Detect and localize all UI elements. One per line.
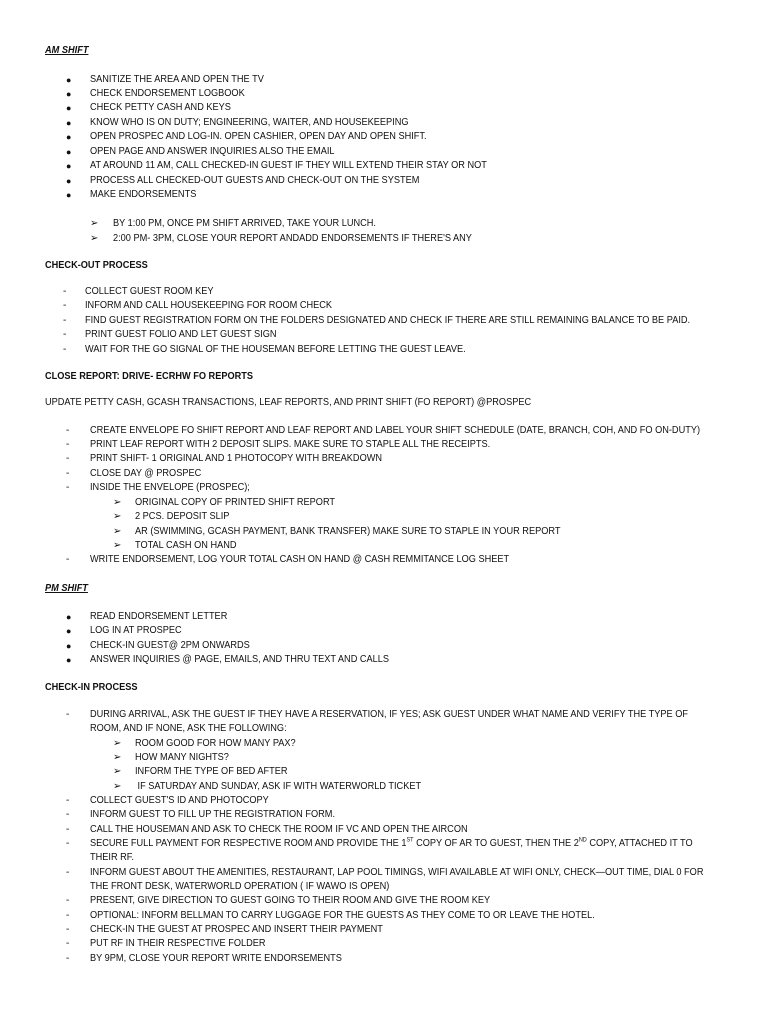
arrow-bullet-icon: ➢ (113, 526, 122, 537)
dash-bullet: - (63, 329, 67, 340)
bullet-icon: ● (66, 190, 72, 200)
checkout-item: PRINT GUEST FOLIO AND LET GUEST SIGN (85, 329, 277, 340)
dash-bullet: - (66, 809, 70, 820)
checkin-item: CALL THE HOUSEMAN AND ASK TO CHECK THE ROOM IF VC AND OPEN THE AIRCON (90, 824, 468, 835)
checkin-payment-item (90, 838, 693, 850)
dash-bullet: - (66, 924, 70, 935)
am-item: PROCESS ALL CHECKED-OUT GUESTS AND CHECK-OUT ON THE SYSTEM (90, 175, 420, 186)
close-report-item: INSIDE THE ENVELOPE (PROSPEC); (90, 482, 250, 493)
bullet-icon: ● (66, 176, 72, 186)
envelope-item: 2 PCS. DEPOSIT SLIP (135, 511, 230, 522)
arrow-bullet-icon: ➢ (113, 752, 122, 763)
close-report-item: WRITE ENDORSEMENT, LOG YOUR TOTAL CASH ON HAND @ CASH REMMITANCE LOG SHEET (90, 554, 510, 565)
dash-bullet: - (66, 838, 70, 849)
checkin-item: BY 9PM, CLOSE YOUR REPORT WRITE ENDORSEMENTS (90, 953, 342, 964)
checkin-item-continuation: THEIR RF. (90, 852, 134, 863)
checkin-heading: CHECK-IN PROCESS (45, 682, 138, 693)
checkin-question: ROOM GOOD FOR HOW MANY PAX? (135, 738, 296, 749)
checkin-question: INFORM THE TYPE OF BED AFTER (135, 766, 288, 777)
arrow-bullet-icon: ➢ (113, 738, 122, 749)
am-item: AT AROUND 11 AM, CALL CHECKED-IN GUEST IF THEY WILL EXTEND THEIR STAY OR NOT (90, 160, 487, 171)
am-item: CHECK PETTY CASH AND KEYS (90, 102, 231, 113)
pm-item: READ ENDORSEMENT LETTER (90, 611, 228, 622)
bullet-icon: ● (66, 118, 72, 128)
bullet-icon: ● (66, 132, 72, 142)
dash-bullet: - (63, 344, 67, 355)
bullet-icon: ● (66, 612, 72, 622)
dash-bullet: - (66, 439, 70, 450)
arrow-bullet-icon: ➢ (113, 497, 122, 508)
dash-bullet: - (66, 824, 70, 835)
pm-item: CHECK-IN GUEST@ 2PM ONWARDS (90, 640, 250, 651)
close-report-item: PRINT SHIFT- 1 ORIGINAL AND 1 PHOTOCOPY WITH BREAKDOWN (90, 453, 383, 464)
bullet-icon: ● (66, 147, 72, 157)
payment-text-a: SECURE FULL PAYMENT FOR RESPECTIVE ROOM AND PROVIDE THE 1 (90, 838, 407, 849)
dash-bullet: - (66, 453, 70, 464)
checkin-question: IF SATURDAY AND SUNDAY, ASK IF WITH WATERWORLD TICKET (135, 781, 422, 792)
am-item: OPEN PAGE AND ANSWER INQUIRIES ALSO THE EMAIL (90, 146, 335, 157)
dash-bullet: - (63, 286, 67, 297)
am-item: OPEN PROSPEC AND LOG-IN. OPEN CASHIER, OPEN DAY AND OPEN SHIFT. (90, 131, 427, 142)
envelope-item: ORIGINAL COPY OF PRINTED SHIFT REPORT (135, 497, 336, 508)
checkin-item: INFORM GUEST TO FILL UP THE REGISTRATION FORM. (90, 809, 336, 820)
dash-bullet: - (66, 795, 70, 806)
checkin-item: PRESENT, GIVE DIRECTION TO GUEST GOING TO THEIR ROOM AND GIVE THE ROOM KEY (90, 895, 491, 906)
arrow-bullet-icon: ➢ (90, 233, 99, 244)
dash-bullet: - (66, 468, 70, 479)
am-item: SANITIZE THE AREA AND OPEN THE TV (90, 74, 264, 85)
close-report-item: PRINT LEAF REPORT WITH 2 DEPOSIT SLIPS. MAKE SURE TO STAPLE ALL THE RECEIPTS. (90, 439, 491, 450)
am-item: MAKE ENDORSEMENTS (90, 189, 197, 200)
payment-sup-2nd: ND (578, 837, 587, 844)
checkin-item: PUT RF IN THEIR RESPECTIVE FOLDER (90, 938, 266, 949)
checkin-item: OPTIONAL: INFORM BELLMAN TO CARRY LUGGAGE FOR THE GUESTS AS THEY COME TO OR LEAVE THE HOTEL. (90, 910, 595, 921)
bullet-icon: ● (66, 103, 72, 113)
dash-bullet: - (66, 938, 70, 949)
bullet-icon: ● (66, 655, 72, 665)
checkout-item: FIND GUEST REGISTRATION FORM ON THE FOLDERS DESIGNATED AND CHECK IF THERE ARE STILL REMAINING BALANCE TO BE PAID. (85, 315, 691, 326)
pm-item: LOG IN AT PROSPEC (90, 625, 182, 636)
checkin-item-continuation: ROOM, AND IF NONE, ASK THE FOLLOWING: (90, 723, 287, 734)
dash-bullet: - (66, 910, 70, 921)
am-subitem: 2:00 PM- 3PM, CLOSE YOUR REPORT ANDADD ENDORSEMENTS IF THERE'S ANY (113, 233, 472, 244)
checkout-item: COLLECT GUEST ROOM KEY (85, 286, 214, 297)
checkin-question: HOW MANY NIGHTS? (135, 752, 229, 763)
dash-bullet: - (63, 315, 67, 326)
close-report-intro: UPDATE PETTY CASH, GCASH TRANSACTIONS, LEAF REPORTS, AND PRINT SHIFT (FO REPORT) @PROSPEC (45, 397, 532, 408)
bullet-icon: ● (66, 75, 72, 85)
checkin-item-continuation: THE FRONT DESK, WATERWORLD OPERATION ( IF WAWO IS OPEN) (90, 881, 390, 892)
dash-bullet: - (66, 425, 70, 436)
am-subitem: BY 1:00 PM, ONCE PM SHIFT ARRIVED, TAKE YOUR LUNCH. (113, 218, 376, 229)
payment-text-c: COPY, ATTACHED IT TO (586, 838, 693, 849)
am-item: CHECK ENDORSEMENT LOGBOOK (90, 88, 245, 99)
payment-text-b: COPY OF AR TO GUEST, THEN THE 2 (413, 838, 579, 849)
arrow-bullet-icon: ➢ (113, 511, 122, 522)
bullet-icon: ● (66, 89, 72, 99)
checkout-heading: CHECK-OUT PROCESS (45, 260, 148, 271)
close-report-item: CLOSE DAY @ PROSPEC (90, 468, 202, 479)
dash-bullet: - (66, 895, 70, 906)
dash-bullet: - (66, 554, 70, 565)
checkout-item: INFORM AND CALL HOUSEKEEPING FOR ROOM CHECK (85, 300, 333, 311)
pm-shift-heading: PM SHIFT (45, 583, 88, 594)
checkin-item: COLLECT GUEST'S ID AND PHOTOCOPY (90, 795, 269, 806)
checkin-item: INFORM GUEST ABOUT THE AMENITIES, RESTAURANT, LAP POOL TIMINGS, WIFI AVAILABLE AT WIFI ONLY, CHECK—OUT TIME, DIAL 0 FOR (90, 867, 704, 878)
checkout-item: WAIT FOR THE GO SIGNAL OF THE HOUSEMAN BEFORE LETTING THE GUEST LEAVE. (85, 344, 466, 355)
envelope-item: TOTAL CASH ON HAND (135, 540, 237, 551)
bullet-icon: ● (66, 641, 72, 651)
bullet-icon: ● (66, 161, 72, 171)
close-report-heading: CLOSE REPORT: DRIVE- ECRHW FO REPORTS (45, 371, 254, 382)
dash-bullet: - (66, 709, 70, 720)
arrow-bullet-icon: ➢ (113, 781, 122, 792)
arrow-bullet-icon: ➢ (113, 766, 122, 777)
checkin-item: CHECK-IN THE GUEST AT PROSPEC AND INSERT THEIR PAYMENT (90, 924, 383, 935)
envelope-item: AR (SWIMMING, GCASH PAYMENT, BANK TRANSFER) MAKE SURE TO STAPLE IN YOUR REPORT (135, 526, 561, 537)
arrow-bullet-icon: ➢ (90, 218, 99, 229)
pm-item: ANSWER INQUIRIES @ PAGE, EMAILS, AND THRU TEXT AND CALLS (90, 654, 390, 665)
am-shift-heading: AM SHIFT (45, 45, 89, 56)
arrow-bullet-icon: ➢ (113, 540, 122, 551)
payment-sup-1st: ST (406, 837, 414, 844)
checkin-item: DURING ARRIVAL, ASK THE GUEST IF THEY HAVE A RESERVATION, IF YES; ASK GUEST UNDER WHAT NAME AND VERIFY THE TYPE OF (90, 709, 688, 720)
close-report-item: CREATE ENVELOPE FO SHIFT REPORT AND LEAF REPORT AND LABEL YOUR SHIFT SCHEDULE (DATE, BRANCH, COH, AND FO ON-DUTY) (90, 425, 701, 436)
dash-bullet: - (66, 953, 70, 964)
dash-bullet: - (66, 482, 70, 493)
am-item: KNOW WHO IS ON DUTY; ENGINEERING, WAITER, AND HOUSEKEEPING (90, 117, 409, 128)
bullet-icon: ● (66, 626, 72, 636)
dash-bullet: - (63, 300, 67, 311)
dash-bullet: - (66, 867, 70, 878)
